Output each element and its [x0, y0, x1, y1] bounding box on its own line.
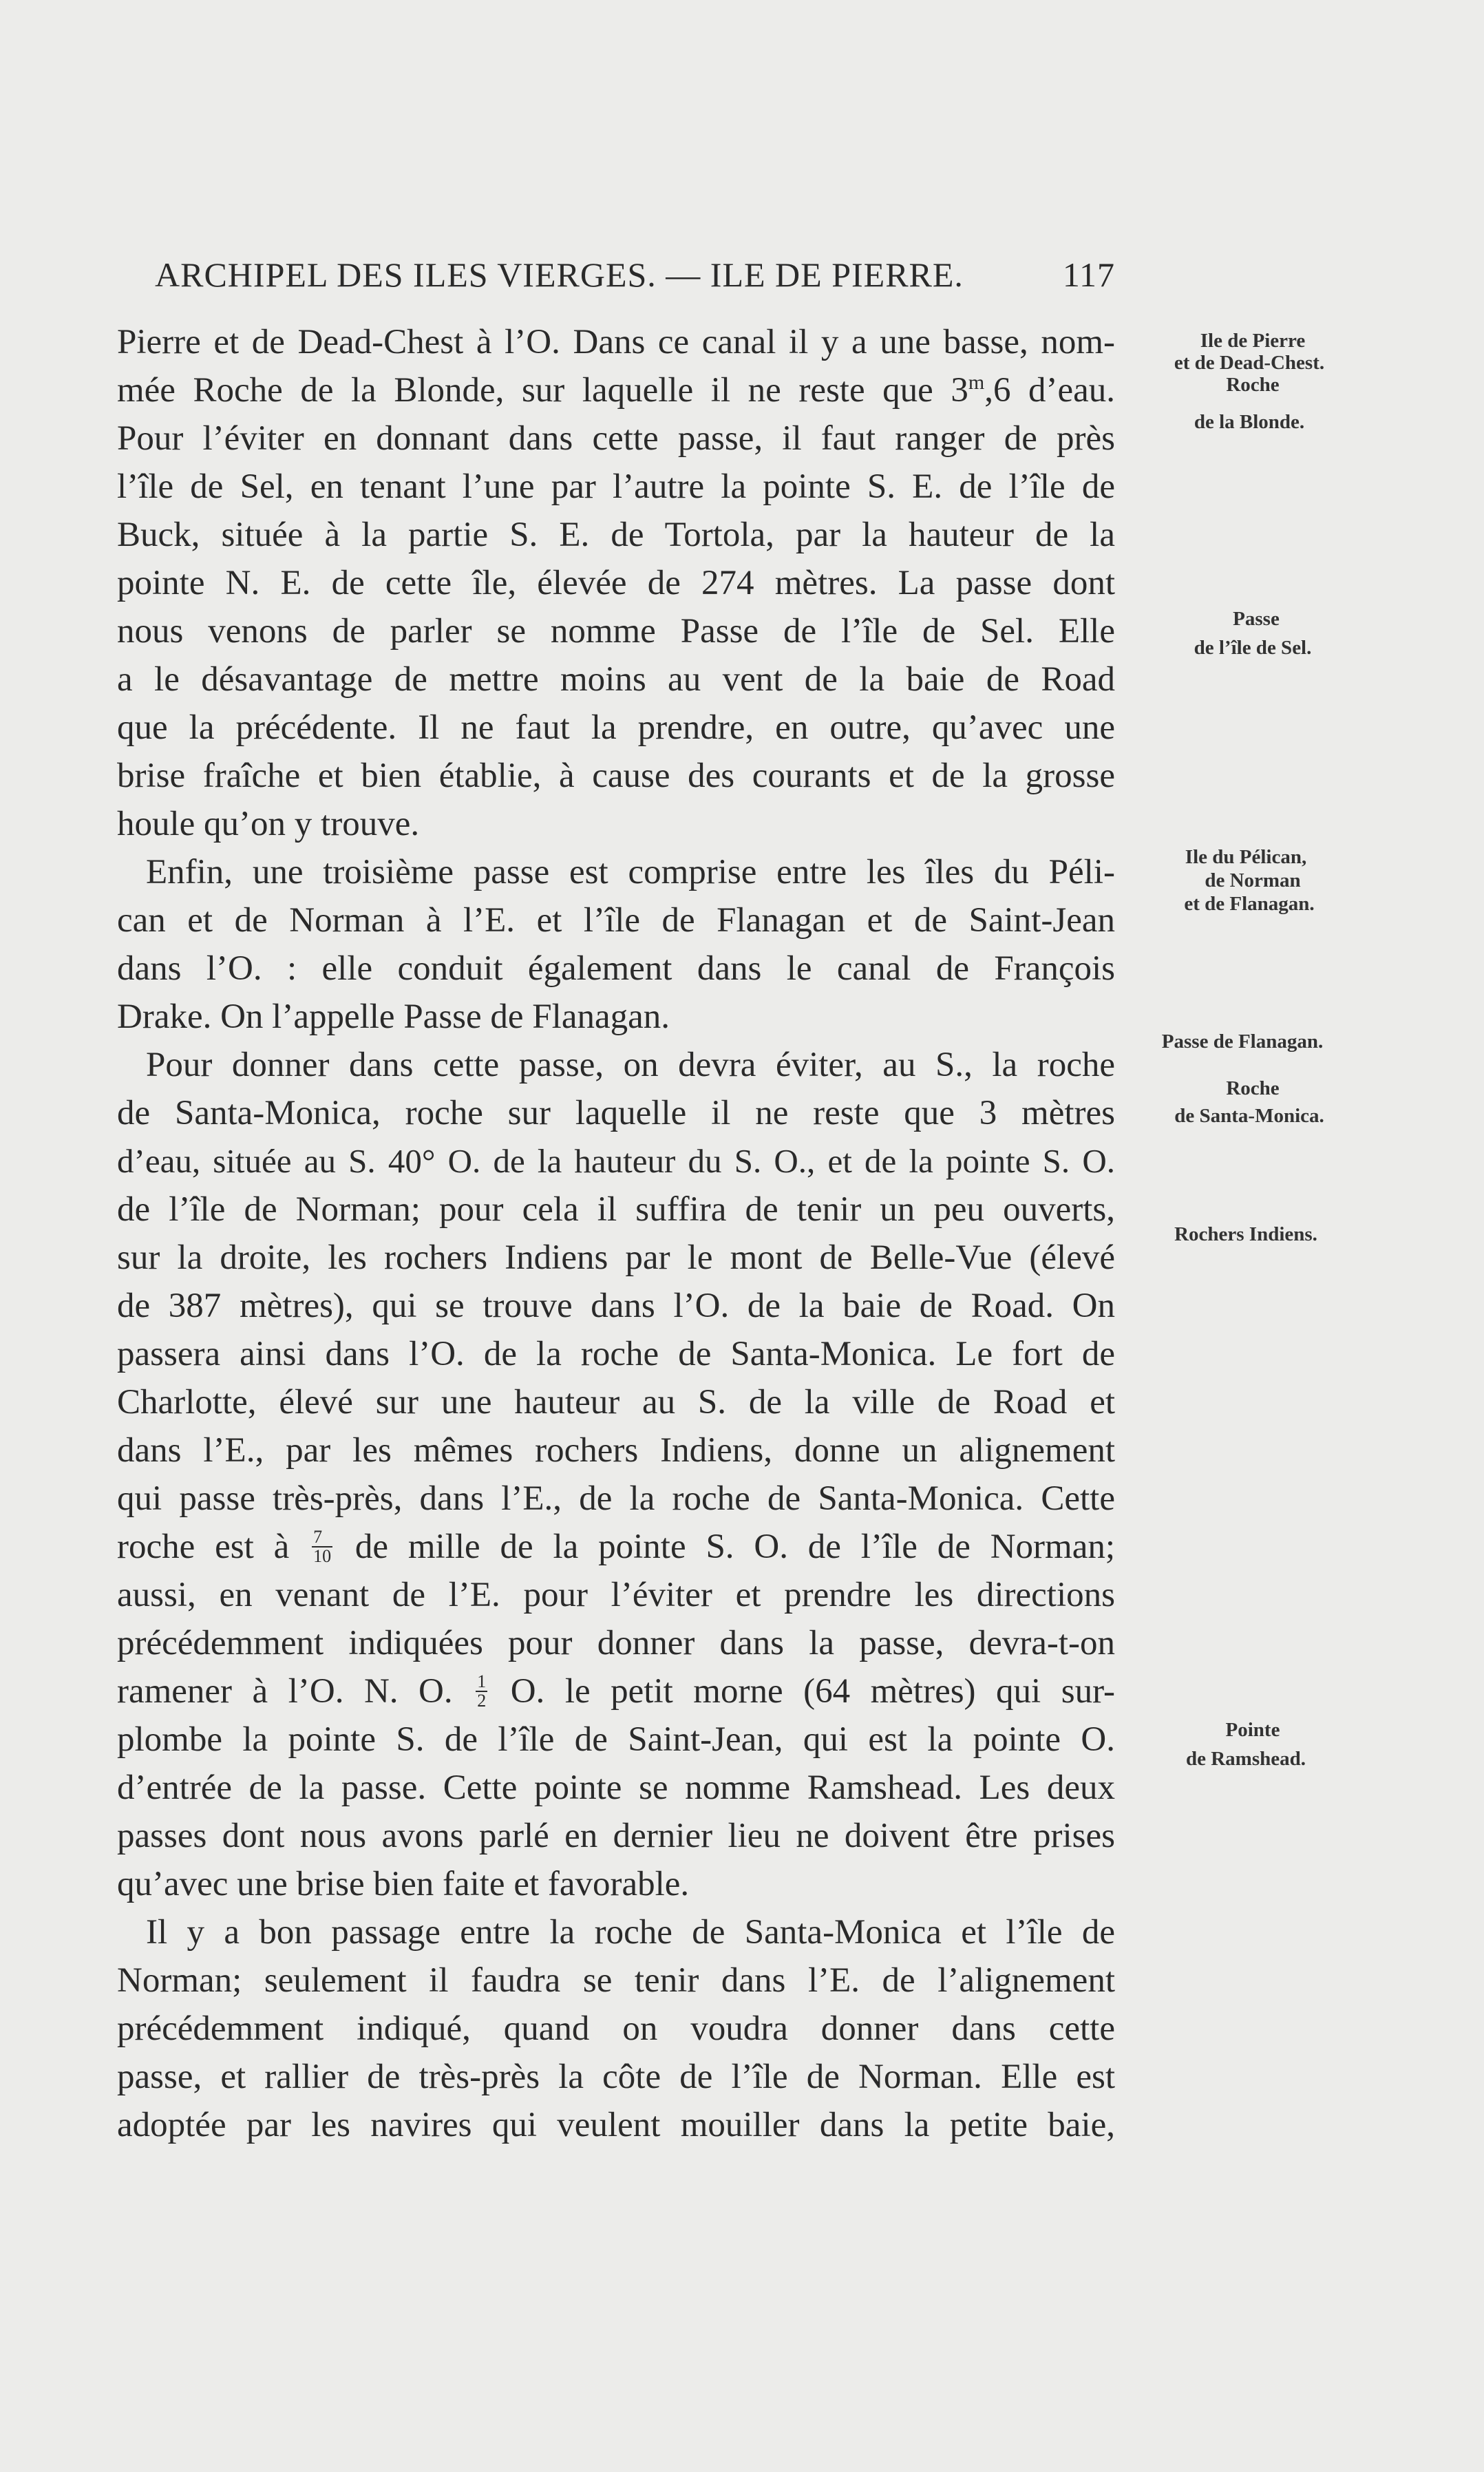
- text-line: précédemment indiqué, quand on voudra donner dans cette: [117, 2009, 1115, 2048]
- margin-note: de Ramshead.: [1185, 1748, 1306, 1770]
- running-header: [155, 255, 1115, 300]
- text-line: can et de Norman à l’E. et l’île de Flanagan et de Saint-Jean: [117, 901, 1115, 940]
- margin-note: de Norman: [1205, 869, 1301, 891]
- margin-note: de Santa-Monica.: [1174, 1105, 1324, 1127]
- text-line: pointe N. E. de cette île, élevée de 274 mètres. La passe dont: [117, 564, 1115, 602]
- margin-note: de la Blonde.: [1194, 411, 1305, 433]
- fraction: $\frac{7}{10}$: [313, 1527, 332, 1566]
- text-line: Drake. On l’appelle Passe de Flanagan.: [117, 997, 670, 1036]
- text-line: Enfin, une troisième passe est comprise entre les îles du Péli-: [146, 853, 1115, 891]
- text-line: passe, et rallier de très-près la côte de l’île de Norman. Elle est: [117, 2058, 1115, 2096]
- text-line: l’île de Sel, en tenant l’une par l’autre la pointe S. E. de l’île de: [117, 467, 1115, 506]
- text-line: Pour donner dans cette passe, on devra éviter, au S., la roche: [146, 1046, 1115, 1084]
- text-line: Norman; seulement il faudra se tenir dans l’E. de l’alignement: [117, 1961, 1115, 2000]
- text-line: de Santa-Monica, roche sur laquelle il ne reste que 3 mètres: [117, 1094, 1115, 1132]
- text-line: dans l’E., par les mêmes rochers Indiens, donne un alignement: [117, 1431, 1115, 1470]
- text-line: Il y a bon passage entre la roche de Santa-Monica et l’île de: [146, 1913, 1115, 1952]
- text-line: Pierre et de Dead-Chest à l’O. Dans ce canal il y a une basse, nom-: [117, 323, 1115, 361]
- text-line: a le désavantage de mettre moins au vent de la baie de Road: [117, 660, 1115, 699]
- text-line: roche est à $\frac{7}{10}$ de mille de la pointe S. O. de l’île de Norman;: [117, 1527, 1116, 1566]
- superscript: m: [968, 371, 985, 394]
- text-line: qui passe très-près, dans l’E., de la roche de Santa-Monica. Cette: [117, 1479, 1115, 1518]
- text-line: de 387 mètres), qui se trouve dans l’O. de la baie de Road. On: [117, 1287, 1115, 1325]
- margin-note: de l’île de Sel.: [1194, 637, 1312, 659]
- header-title: ARCHIPEL DES ILES VIERGES. — ILE DE PIERRE.: [155, 255, 964, 294]
- fraction: $\frac{1}{2}$: [477, 1671, 487, 1711]
- text-line: passera ainsi dans l’O. de la roche de Santa-Monica. Le fort de: [117, 1335, 1115, 1373]
- margin-note: Roche: [1226, 1077, 1280, 1099]
- margin-note: Pointe: [1225, 1719, 1280, 1741]
- text-line: que la précédente. Il ne faut la prendre, en outre, qu’avec une: [117, 708, 1115, 747]
- text-line: de l’île de Norman; pour cela il suffira de tenir un peu ouverts,: [117, 1190, 1115, 1229]
- margin-note: Passe: [1233, 608, 1280, 630]
- text-line: adoptée par les navires qui veulent mouiller dans la petite baie,: [117, 2106, 1115, 2144]
- margin-note: Rochers Indiens.: [1174, 1223, 1317, 1245]
- text-line: passes dont nous avons parlé en dernier lieu ne doivent être prises: [117, 1817, 1115, 1855]
- text-line: nous venons de parler se nomme Passe de l’île de Sel. Elle: [117, 612, 1115, 651]
- text-line: précédemment indiquées pour donner dans la passe, devra-t-on: [117, 1624, 1115, 1662]
- text-line: plombe la pointe S. de l’île de Saint-Jean, qui est la pointe O.: [117, 1720, 1115, 1759]
- text-line: mée Roche de la Blonde, sur laquelle il ne reste que 3$^m$,6 d’eau.: [117, 371, 1115, 410]
- text-line: houle qu’on y trouve.: [117, 805, 420, 843]
- text-line: d’eau, située au S. 40° O. de la hauteur du S. O., et de la pointe S. O.: [117, 1142, 1115, 1180]
- text-line: ramener à l’O. N. O. $\frac{1}{2}$ O. le petit morne (64 mètres) qui sur-: [117, 1671, 1116, 1711]
- margin-note: et de Flanagan.: [1184, 893, 1315, 915]
- text-line: sur la droite, les rochers Indiens par le mont de Belle-Vue (élevé: [117, 1238, 1115, 1277]
- margin-note: Ile de Pierre: [1200, 330, 1306, 352]
- text-line: d’entrée de la passe. Cette pointe se nomme Ramshead. Les deux: [117, 1768, 1115, 1807]
- text-line: Buck, située à la partie S. E. de Tortola, par la hauteur de la: [117, 516, 1115, 554]
- margin-note: Roche: [1226, 374, 1280, 396]
- text-line: dans l’O. : elle conduit également dans le canal de François: [117, 949, 1115, 988]
- text-line: aussi, en venant de l’E. pour l’éviter et prendre les directions: [117, 1576, 1115, 1614]
- text-line: qu’avec une brise bien faite et favorable.: [117, 1865, 690, 1903]
- text-line: Charlotte, élevé sur une hauteur au S. de la ville de Road et: [117, 1383, 1115, 1422]
- margin-note: et de Dead-Chest.: [1174, 352, 1325, 374]
- text-line: Pour l’éviter en donnant dans cette passe, il faut ranger de près: [117, 419, 1115, 458]
- margin-note: Ile du Pélican,: [1185, 846, 1307, 868]
- text-line: brise fraîche et bien établie, à cause des courants et de la grosse: [117, 757, 1115, 795]
- page-number: 117: [1062, 255, 1115, 294]
- margin-note: Passe de Flanagan.: [1161, 1031, 1324, 1053]
